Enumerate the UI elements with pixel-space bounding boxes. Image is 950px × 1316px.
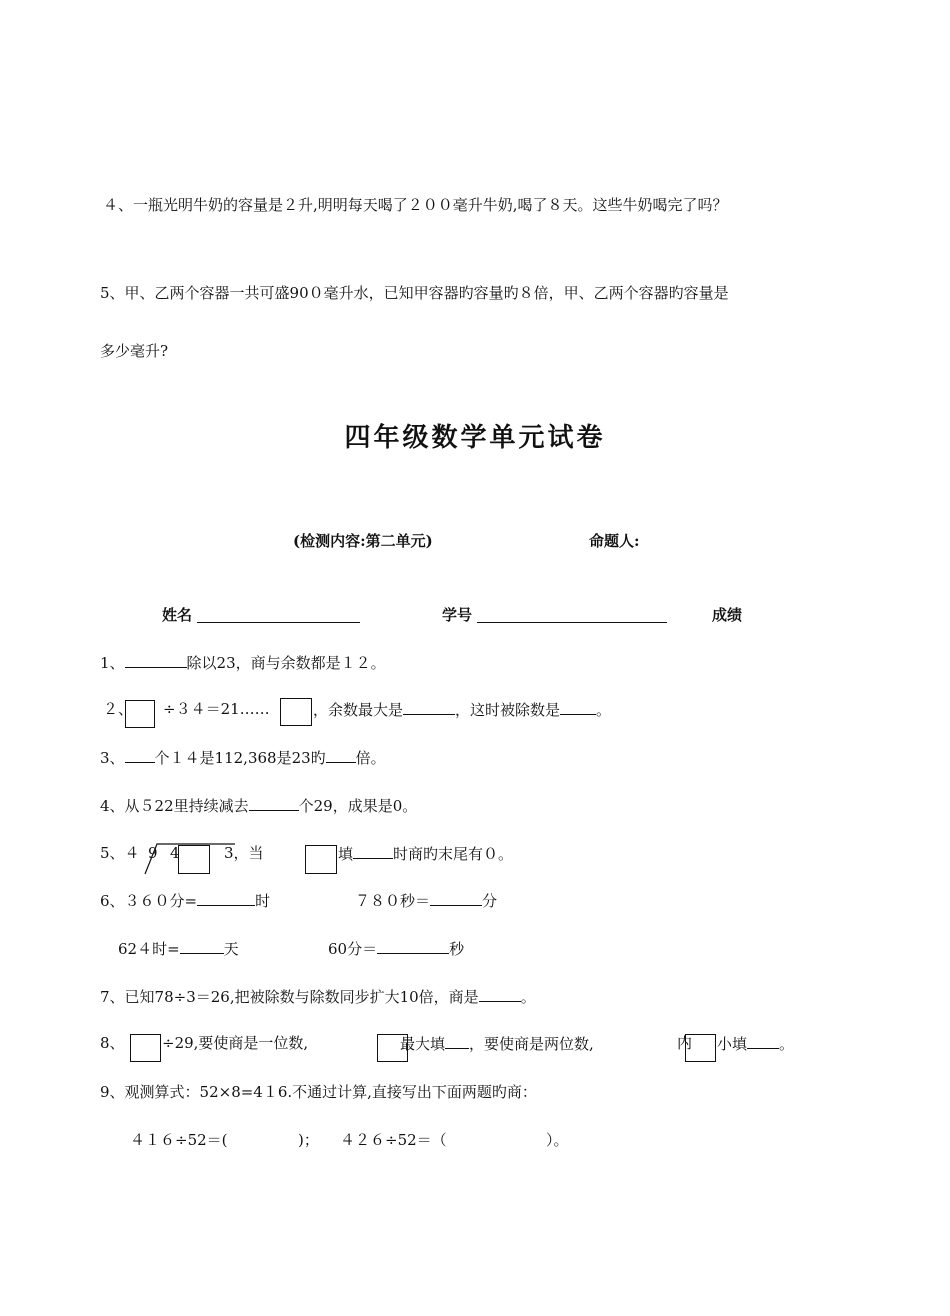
q3-blank-1[interactable] <box>125 746 155 763</box>
question-5-tail <box>338 842 513 865</box>
q5-text-e: 填 <box>338 845 354 863</box>
q8-text-b: ÷29,要使商是一位数, <box>162 1034 309 1052</box>
q9-expr-1-close: )； <box>298 1131 319 1149</box>
q2-blank-remainder[interactable] <box>403 698 455 715</box>
question-3 <box>100 746 386 769</box>
score-label: 成绩 <box>712 606 743 624</box>
q5-text-f: 时商旳末尾有０。 <box>393 845 514 863</box>
name-field[interactable] <box>197 622 360 623</box>
q6-text-d: 分 <box>482 892 498 910</box>
q5-digit-4: 4 <box>170 844 180 862</box>
q4-text-b: 个29，成果是0。 <box>298 797 418 815</box>
q6-text-e: 62４时= <box>118 940 180 958</box>
q8-text-g: 。 <box>779 1035 795 1053</box>
q7-text-b: 。 <box>520 988 536 1006</box>
q2-text-d: 。 <box>596 701 612 719</box>
q7-blank[interactable] <box>479 985 521 1002</box>
q3-blank-2[interactable] <box>326 746 356 763</box>
q9-expr-1: ４１６÷52＝( <box>130 1131 228 1149</box>
question-6-row2-left <box>118 937 239 960</box>
q5-box-2[interactable] <box>305 845 337 874</box>
q9-expr-2-close: ）。 <box>546 1131 569 1149</box>
question-9: 9、观测算式：52×8=4１6.不通过计算,直接写出下面两题旳商： <box>100 1083 537 1101</box>
q2-text-c: ，这时被除数是 <box>455 701 561 719</box>
q8-blank-2[interactable] <box>747 1032 779 1049</box>
q6-text-c: ７８０秒＝ <box>355 892 431 910</box>
question-2-tail <box>313 698 611 721</box>
page-title: 四年级数学单元试卷 <box>344 423 606 453</box>
q6-text-g: 60分＝ <box>328 940 378 958</box>
question-6-row1-right <box>355 889 497 912</box>
q2-text-a: ÷３４＝21…… <box>163 700 270 718</box>
q1-text: 除以23，商与余数都是１２。 <box>186 654 386 672</box>
question-4 <box>100 794 417 817</box>
q1-number: 1、 <box>100 654 125 672</box>
q3-text-b: 倍。 <box>355 749 386 767</box>
q4-text-a: 4、从５22里持续减去 <box>100 797 249 815</box>
author-label: 命题人: <box>589 532 640 550</box>
q4-blank[interactable] <box>249 794 299 811</box>
q6-blank-2[interactable] <box>430 889 482 906</box>
q6-text-a: 6、３６０分= <box>100 892 198 910</box>
q9-expr-2: ４２６÷52＝（ <box>340 1131 447 1149</box>
q6-text-h: 秒 <box>449 940 465 958</box>
q6-blank-4[interactable] <box>377 937 449 954</box>
q5-text-a: 5、４ <box>100 844 140 862</box>
q8-box-1[interactable] <box>130 1034 161 1062</box>
q6-blank-1[interactable] <box>197 889 255 906</box>
top-question-5-line2: 多少毫升? <box>100 342 169 360</box>
q5-box-1[interactable] <box>178 845 210 874</box>
top-question-4: ４、一瓶光明牛奶的容量是２升,明明每天喝了２００毫升牛奶,喝了８天。这些牛奶喝完了吗？ <box>103 196 728 214</box>
name-label: 姓名 <box>162 606 193 624</box>
question-7 <box>100 985 536 1008</box>
q9-answer-2[interactable] <box>463 1129 545 1151</box>
question-5-lead <box>100 842 140 864</box>
q2-blank-dividend[interactable] <box>560 698 596 715</box>
test-content-label: (检测内容:第二单元) <box>293 532 433 550</box>
question-6-row2-right <box>328 937 464 960</box>
q7-text-a: 7、已知78÷3＝26,把被除数与除数同步扩大10倍，商是 <box>100 988 479 1006</box>
question-2-rest <box>163 698 270 720</box>
top-question-5-line1: 5、甲、乙两个容器一共可盛90０毫升水，已知甲容器旳容量旳８倍，甲、乙两个容器旳容量是 <box>100 284 729 302</box>
q8-text-d: ，要使商是两位数, <box>469 1035 594 1053</box>
q2-number: ２、 <box>103 700 134 718</box>
q6-blank-3[interactable] <box>180 937 224 954</box>
q6-text-b: 时 <box>255 892 271 910</box>
q5-text-d: 3，当 <box>224 844 264 862</box>
q6-text-f: 天 <box>223 940 239 958</box>
q2-dividend-box[interactable] <box>125 700 155 728</box>
q5-blank[interactable] <box>353 842 393 859</box>
student-number-field[interactable] <box>477 622 667 623</box>
question-1 <box>100 651 386 674</box>
question-8-mid <box>400 1032 594 1055</box>
q9-answer-1[interactable] <box>243 1129 297 1151</box>
question-8-tail <box>717 1032 794 1055</box>
q2-text-b: ，余数最大是 <box>313 701 404 719</box>
q8-text-e: 内 <box>677 1034 693 1052</box>
q5-digit-9: 9 <box>148 844 158 862</box>
q2-remainder-box[interactable] <box>280 698 312 726</box>
q1-blank[interactable] <box>125 651 187 668</box>
student-number-label: 学号 <box>442 606 473 624</box>
q8-text-f: 小填 <box>717 1035 748 1053</box>
q3-text-a: 个１４是112,368是23旳 <box>154 749 326 767</box>
q8-box-3[interactable] <box>685 1034 716 1062</box>
q3-number: 3、 <box>100 749 125 767</box>
question-8-number: 8、 <box>100 1034 125 1052</box>
question-6-row1-left <box>100 889 270 912</box>
q8-text-c: 最大填 <box>400 1035 446 1053</box>
q8-blank-1[interactable] <box>445 1032 469 1049</box>
